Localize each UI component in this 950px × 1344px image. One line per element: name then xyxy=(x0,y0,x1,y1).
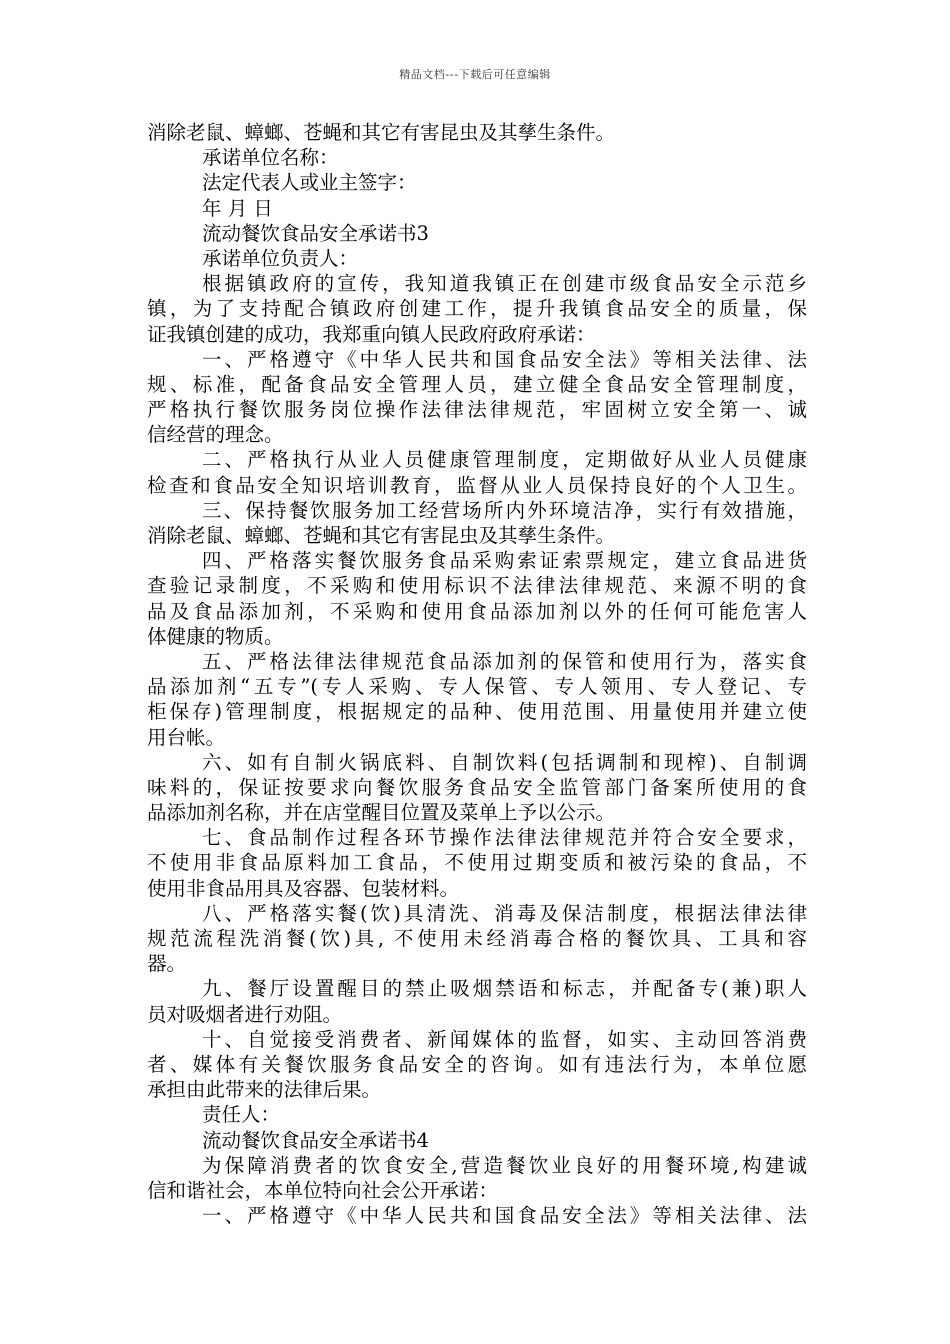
document-body xyxy=(147,120,807,1228)
text-line: 规、标准，配备食品安全管理人员，建立健全食品安全管理制度， xyxy=(147,372,807,396)
text-line: 使用非食品用具及容器、包装材料。 xyxy=(147,876,460,900)
text-line: 品添加剂名称，并在店堂醒目位置及菜单上予以公示。 xyxy=(147,801,616,825)
text-line: 法定代表人或业主签字： xyxy=(202,171,417,195)
text-line: 四、严格落实餐饮服务食品采购索证索票规定，建立食品进货 xyxy=(202,549,807,573)
text-line: 年 月 日 xyxy=(202,196,273,220)
text-line: 员对吸烟者进行劝阻。 xyxy=(147,1002,343,1026)
text-line: 证我镇创建的成功，我郑重向镇人民政府政府承诺： xyxy=(147,322,596,346)
text-line: 者、媒体有关餐饮服务食品安全的咨询。如有违法行为，本单位愿 xyxy=(147,1052,807,1076)
text-line: 查验记录制度，不采购和使用标识不法律法律规范、来源不明的食 xyxy=(147,574,807,598)
text-line: 二、严格执行从业人员健康管理制度，定期做好从业人员健康 xyxy=(202,448,807,472)
text-line: 六、如有自制火锅底料、自制饮料(包括调制和现榨)、自制调 xyxy=(202,750,807,774)
text-line: 严格执行餐饮服务岗位操作法律法律规范，牢固树立安全第一、诚 xyxy=(147,398,807,422)
text-line: 信和谐社会，本单位特向社会公开承诺： xyxy=(147,1178,499,1202)
text-line: 镇，为了支持配合镇政府创建工作，提升我镇食品安全的质量，保 xyxy=(147,297,807,321)
text-line: 十、自觉接受消费者、新闻媒体的监督，如实、主动回答消费 xyxy=(202,1027,807,1051)
text-line: 九、餐厅设置醒目的禁止吸烟禁语和标志，并配备专(兼)职人 xyxy=(202,977,807,1001)
text-line: 信经营的理念。 xyxy=(147,423,284,447)
text-line: 用台帐。 xyxy=(147,725,226,749)
page-header: 精品文档---下载后可任意编辑 xyxy=(399,68,551,81)
text-line: 责任人： xyxy=(202,1103,281,1127)
text-line: 承诺单位负责人： xyxy=(202,246,359,270)
text-line: 不使用非食品原料加工食品，不使用过期变质和被污染的食品，不 xyxy=(147,851,807,875)
text-line: 消除老鼠、蟑螂、苍蝇和其它有害昆虫及其孳生条件。 xyxy=(147,121,616,144)
text-line: 一、严格遵守《中华人民共和国食品安全法》等相关法律、法 xyxy=(202,347,807,371)
text-line: 品添加剂“五专”(专人采购、专人保管、专人领用、专人登记、专 xyxy=(147,675,807,699)
text-line: 八、严格落实餐(饮)具清洗、消毒及保洁制度，根据法律法律 xyxy=(202,901,807,925)
text-line: 承担由此带来的法律后果。 xyxy=(147,1078,382,1102)
text-line: 根据镇政府的宣传，我知道我镇正在创建市级食品安全示范乡 xyxy=(202,272,807,296)
text-line: 流动餐饮食品安全承诺书3 xyxy=(202,221,429,245)
text-line: 器。 xyxy=(147,952,187,976)
text-line: 五、严格法律法律规范食品添加剂的保管和使用行为，落实食 xyxy=(202,649,807,673)
text-line: 规范流程洗消餐(饮)具, 不使用未经消毒合格的餐饮具、工具和容 xyxy=(147,927,807,950)
text-line: 检查和食品安全知识培训教育，监督从业人员保持良好的个人卫生。 xyxy=(147,473,807,497)
text-line: 味料的，保证按要求向餐饮服务食品安全监管部门备案所使用的食 xyxy=(147,775,807,799)
text-line: 流动餐饮食品安全承诺书4 xyxy=(202,1128,429,1152)
text-line: 体健康的物质。 xyxy=(147,624,284,648)
text-line: 七、食品制作过程各环节操作法律法律规范并符合安全要求， xyxy=(202,826,807,850)
text-line: 一、严格遵守《中华人民共和国食品安全法》等相关法律、法 xyxy=(202,1204,807,1228)
text-line: 为保障消费者的饮食安全,营造餐饮业良好的用餐环境,构建诚 xyxy=(202,1153,807,1177)
text-line: 承诺单位名称： xyxy=(202,146,339,170)
text-line: 品及食品添加剂，不采购和使用食品添加剂以外的任何可能危害人 xyxy=(147,599,807,623)
text-line: 三、保持餐饮服务加工经营场所内外环境洁净，实行有效措施， xyxy=(202,498,807,522)
text-line: 消除老鼠、蟑螂、苍蝇和其它有害昆虫及其孳生条件。 xyxy=(147,524,616,547)
text-line: 柜保存)管理制度，根据规定的品种、使用范围、用量使用并建立使 xyxy=(147,700,807,724)
